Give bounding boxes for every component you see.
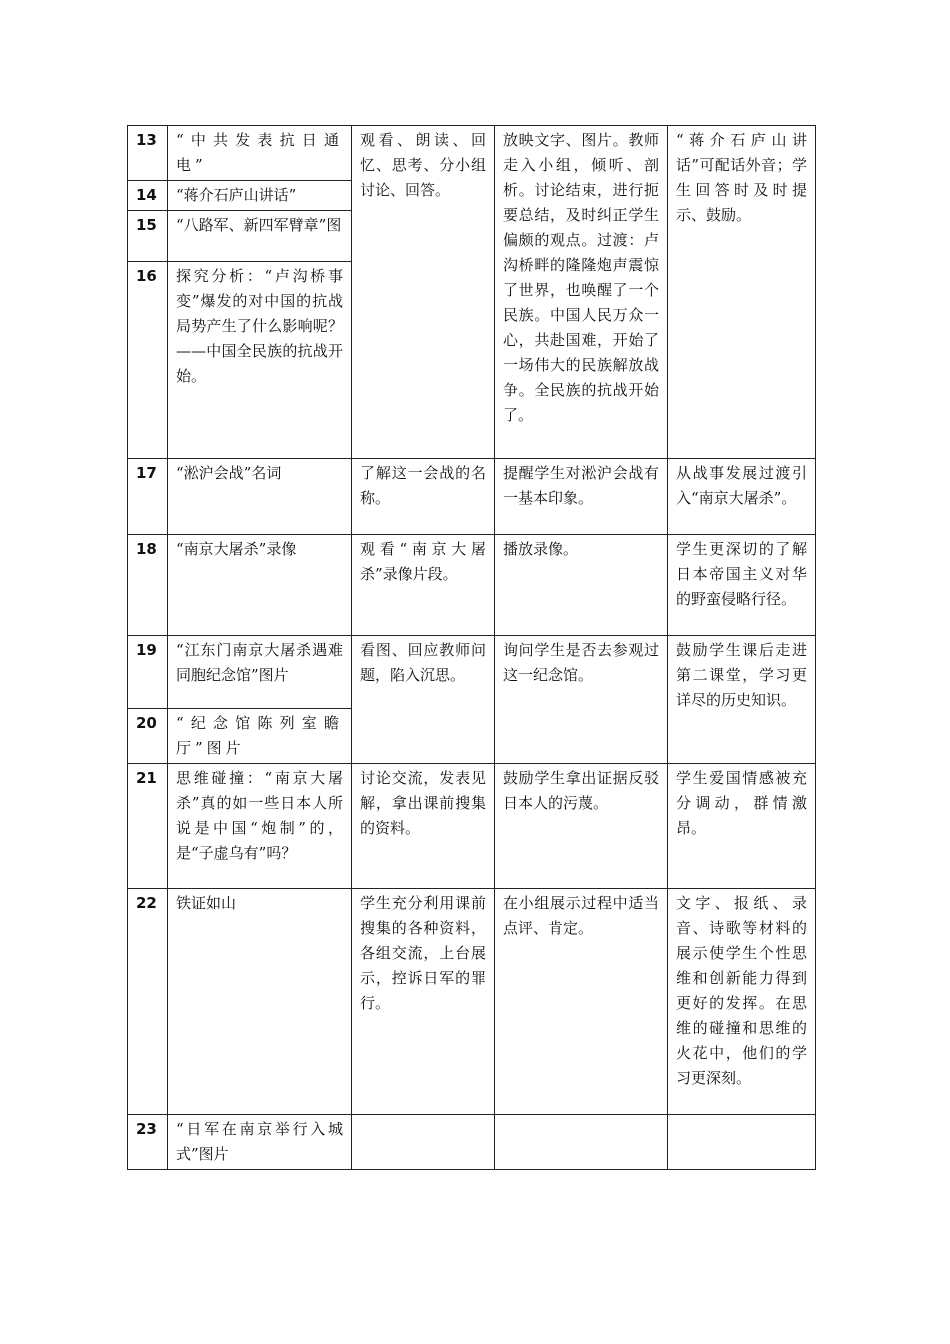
lesson-plan-table [127, 125, 816, 1170]
table-row [128, 636, 816, 709]
student-activity-cell: 了解这一会战的名称。 [352, 459, 495, 535]
note-cell: 学生更深切的了解日本帝国主义对华的野蛮侵略行径。 [668, 535, 816, 636]
teacher-activity-cell: 播放录像。 [495, 535, 668, 636]
student-activity-cell: 学生充分利用课前搜集的各种资料，各组交流，上台展示，控诉日军的罪行。 [352, 889, 495, 1115]
row-number: 21 [128, 764, 168, 889]
note-cell: 鼓励学生课后走进第二课堂，学习更详尽的历史知识。 [668, 636, 816, 764]
note-cell: 学生爱国情感被充分调动，群情激昂。 [668, 764, 816, 889]
row-number: 20 [128, 709, 168, 764]
row-number: 22 [128, 889, 168, 1115]
table-row [128, 126, 816, 181]
teacher-activity-cell: 放映文字、图片。教师走入小组，倾听、剖析。讨论结束，进行扼要总结，及时纠正学生偏颇的观点。过渡：卢沟桥畔的隆隆炮声震惊了世界，也唤醒了一个民族。中国人民万众一心，共赴国难，开始了一场伟大的民族解放战争。全民族的抗战开始了。 [495, 126, 668, 459]
note-cell: “蒋介石庐山讲话”可配话外音；学生回答时及时提示、鼓励。 [668, 126, 816, 459]
row-number: 16 [128, 262, 168, 459]
content-cell: “八路军、新四军臂章”图 [168, 211, 352, 262]
content-cell: “蒋介石庐山讲话” [168, 181, 352, 211]
table-row [128, 459, 816, 535]
content-cell: 思维碰撞：“南京大屠杀”真的如一些日本人所说是中国“炮制”的，是“子虚乌有”吗？ [168, 764, 352, 889]
row-number: 14 [128, 181, 168, 211]
teacher-activity-cell [495, 1115, 668, 1170]
content-cell: “中共发表抗日通电” [168, 126, 352, 181]
row-number: 19 [128, 636, 168, 709]
student-activity-cell [352, 1115, 495, 1170]
table-row [128, 889, 816, 1115]
table-row [128, 1115, 816, 1170]
table-row [128, 535, 816, 636]
content-cell: 铁证如山 [168, 889, 352, 1115]
teacher-activity-cell: 在小组展示过程中适当点评、肯定。 [495, 889, 668, 1115]
content-cell: “南京大屠杀”录像 [168, 535, 352, 636]
row-number: 18 [128, 535, 168, 636]
teacher-activity-cell: 询问学生是否去参观过这一纪念馆。 [495, 636, 668, 764]
content-cell: “淞沪会战”名词 [168, 459, 352, 535]
content-cell: 探究分析：“卢沟桥事变”爆发的对中国的抗战局势产生了什么影响呢？——中国全民族的抗战开始。 [168, 262, 352, 459]
row-number: 13 [128, 126, 168, 181]
note-cell: 文字、报纸、录音、诗歌等材料的展示使学生个性思维和创新能力得到更好的发挥。在思维的碰撞和思维的火花中，他们的学习更深刻。 [668, 889, 816, 1115]
row-number: 23 [128, 1115, 168, 1170]
teacher-activity-cell: 鼓励学生拿出证据反驳日本人的污蔑。 [495, 764, 668, 889]
content-cell: “江东门南京大屠杀遇难同胞纪念馆”图片 [168, 636, 352, 709]
content-cell: “纪念馆陈列室瞻厅”图片 [168, 709, 352, 764]
student-activity-cell: 观看、朗读、回忆、思考、分小组讨论、回答。 [352, 126, 495, 459]
table-row [128, 764, 816, 889]
student-activity-cell: 讨论交流，发表见解，拿出课前搜集的资料。 [352, 764, 495, 889]
row-number: 15 [128, 211, 168, 262]
content-cell: “日军在南京举行入城式”图片 [168, 1115, 352, 1170]
row-number: 17 [128, 459, 168, 535]
note-cell [668, 1115, 816, 1170]
teacher-activity-cell: 提醒学生对淞沪会战有一基本印象。 [495, 459, 668, 535]
student-activity-cell: 看图、回应教师问题，陷入沉思。 [352, 636, 495, 764]
note-cell: 从战事发展过渡引入“南京大屠杀”。 [668, 459, 816, 535]
student-activity-cell: 观看“南京大屠杀”录像片段。 [352, 535, 495, 636]
